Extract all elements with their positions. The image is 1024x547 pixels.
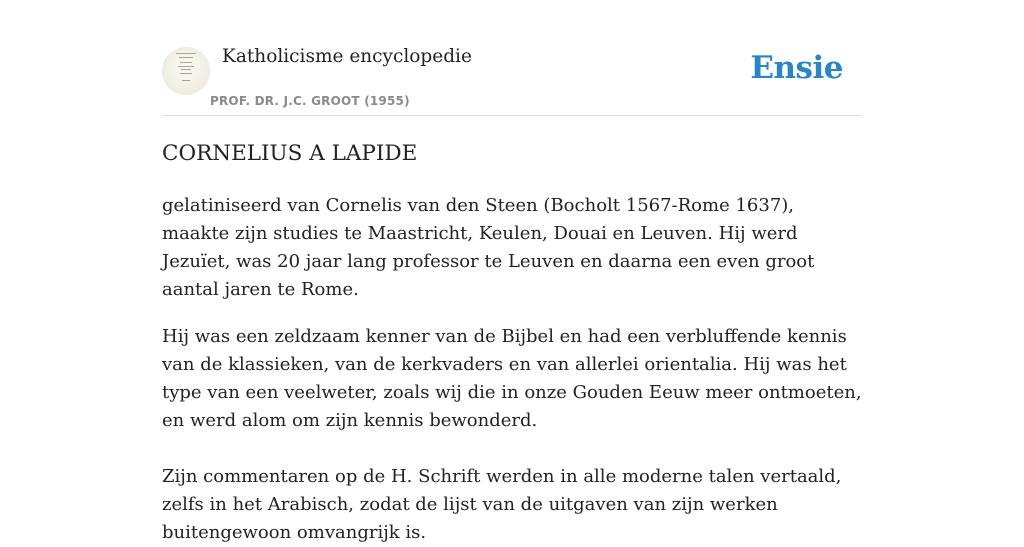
- paragraph: Hij was een zeldzaam kenner van de Bijbel en had een verbluffende kennis van de klassieken, van de kerkvaders en van allerlei orientalia. Hij was het type van een veelweter, zoals wij die in onze Gouden Eeuw meer ontmoeten, en werd alom om zijn kennis bewonderd.: [162, 326, 862, 431]
- ensie-logo[interactable]: Ensie: [750, 50, 843, 86]
- book-cover-icon[interactable]: [162, 47, 210, 95]
- paragraph: Zijn commentaren op de H. Schrift werden in alle moderne talen vertaald, zelfs in het Arabisch, zodat de lijst van de uitgaven van zijn werken buitengewoon omvangrijk is.: [162, 466, 842, 543]
- source-author: PROF. DR. J.C. GROOT (1955): [210, 94, 410, 108]
- encyclopedia-title[interactable]: Katholicisme encyclopedie: [222, 46, 472, 67]
- paragraph: gelatiniseerd van Cornelis van den Steen (Bocholt 1567-Rome 1637), maakte zijn studies te Maastricht, Keulen, Douai en Leuven. Hij werd Jezuïet, was 20 jaar lang professor te Leuven en daarna een even groot aantal jaren te Rome.: [162, 195, 815, 300]
- article-body: [162, 192, 862, 547]
- header: [162, 0, 862, 116]
- content-container: [162, 0, 862, 543]
- article-title: CORNELIUS A LAPIDE: [162, 141, 418, 166]
